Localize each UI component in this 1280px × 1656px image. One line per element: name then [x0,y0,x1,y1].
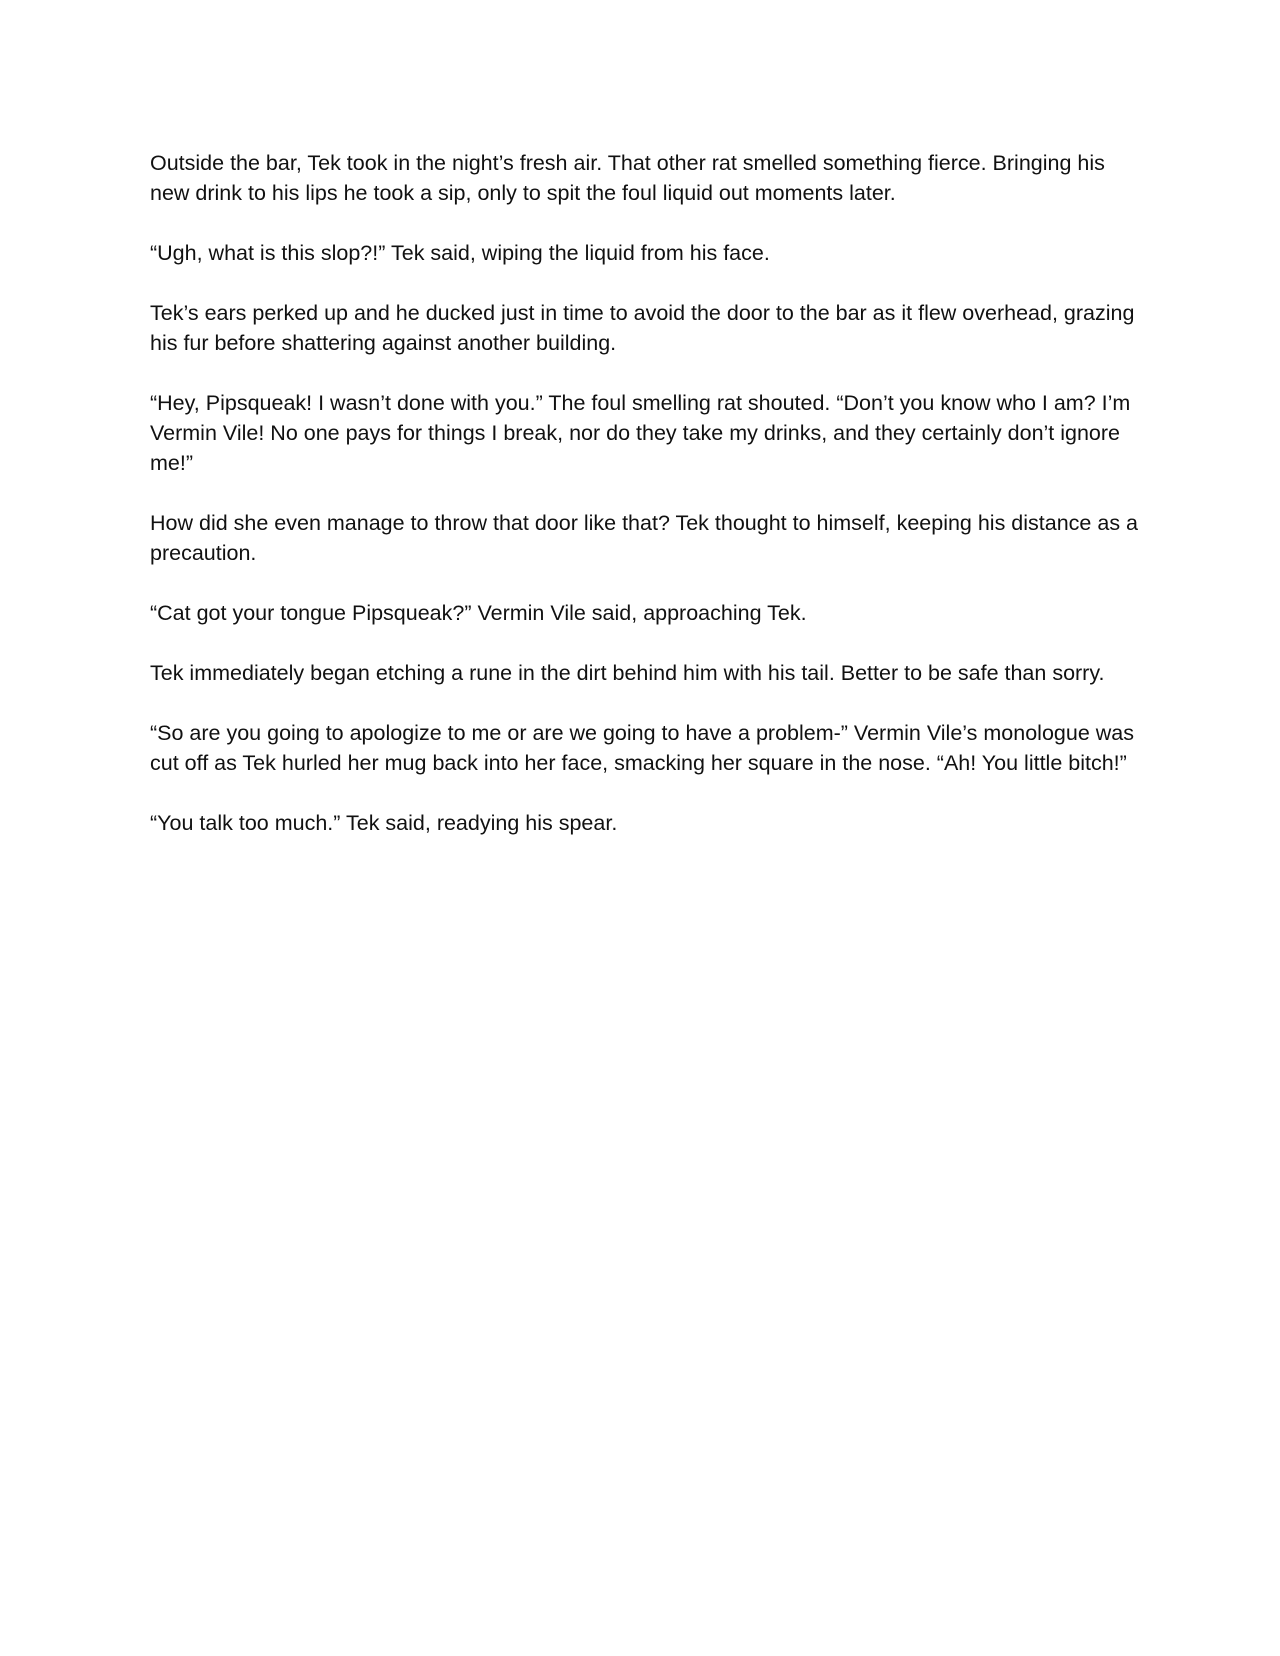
paragraph-2: “Ugh, what is this slop?!” Tek said, wiping the liquid from his face. [150,241,770,265]
paragraph-9: “You talk too much.” Tek said, readying his spear. [150,811,618,835]
paragraph-4: “Hey, Pipsqueak! I wasn’t done with you.” The foul smelling rat shouted. “Don’t you know who I am? I’m Vermin Vile! No one pays for things I break, nor do they take my drinks, and they certainly don’t ignore me!” [150,391,1131,475]
paragraph-3: Tek’s ears perked up and he ducked just in time to avoid the door to the bar as it flew overhead, grazing his fur before shattering against another building. [150,301,1135,355]
paragraph-1: Outside the bar, Tek took in the night’s fresh air. That other rat smelled something fierce. Bringing his new drink to his lips he took a sip, only to spit the foul liquid out moments later. [150,151,1105,205]
paragraph-8: “So are you going to apologize to me or are we going to have a problem-” Vermin Vile’s monologue was cut off as Tek hurled her mug back into her face, smacking her square in the nose. “Ah! You little bitch!” [150,721,1134,775]
paragraph-6: “Cat got your tongue Pipsqueak?” Vermin Vile said, approaching Tek. [150,601,807,625]
paragraph-7: Tek immediately began etching a rune in the dirt behind him with his tail. Better to be safe than sorry. [150,661,1105,685]
story-text [150,148,1140,868]
paragraph-5: How did she even manage to throw that door like that? Tek thought to himself, keeping his distance as a precaution. [150,511,1139,565]
